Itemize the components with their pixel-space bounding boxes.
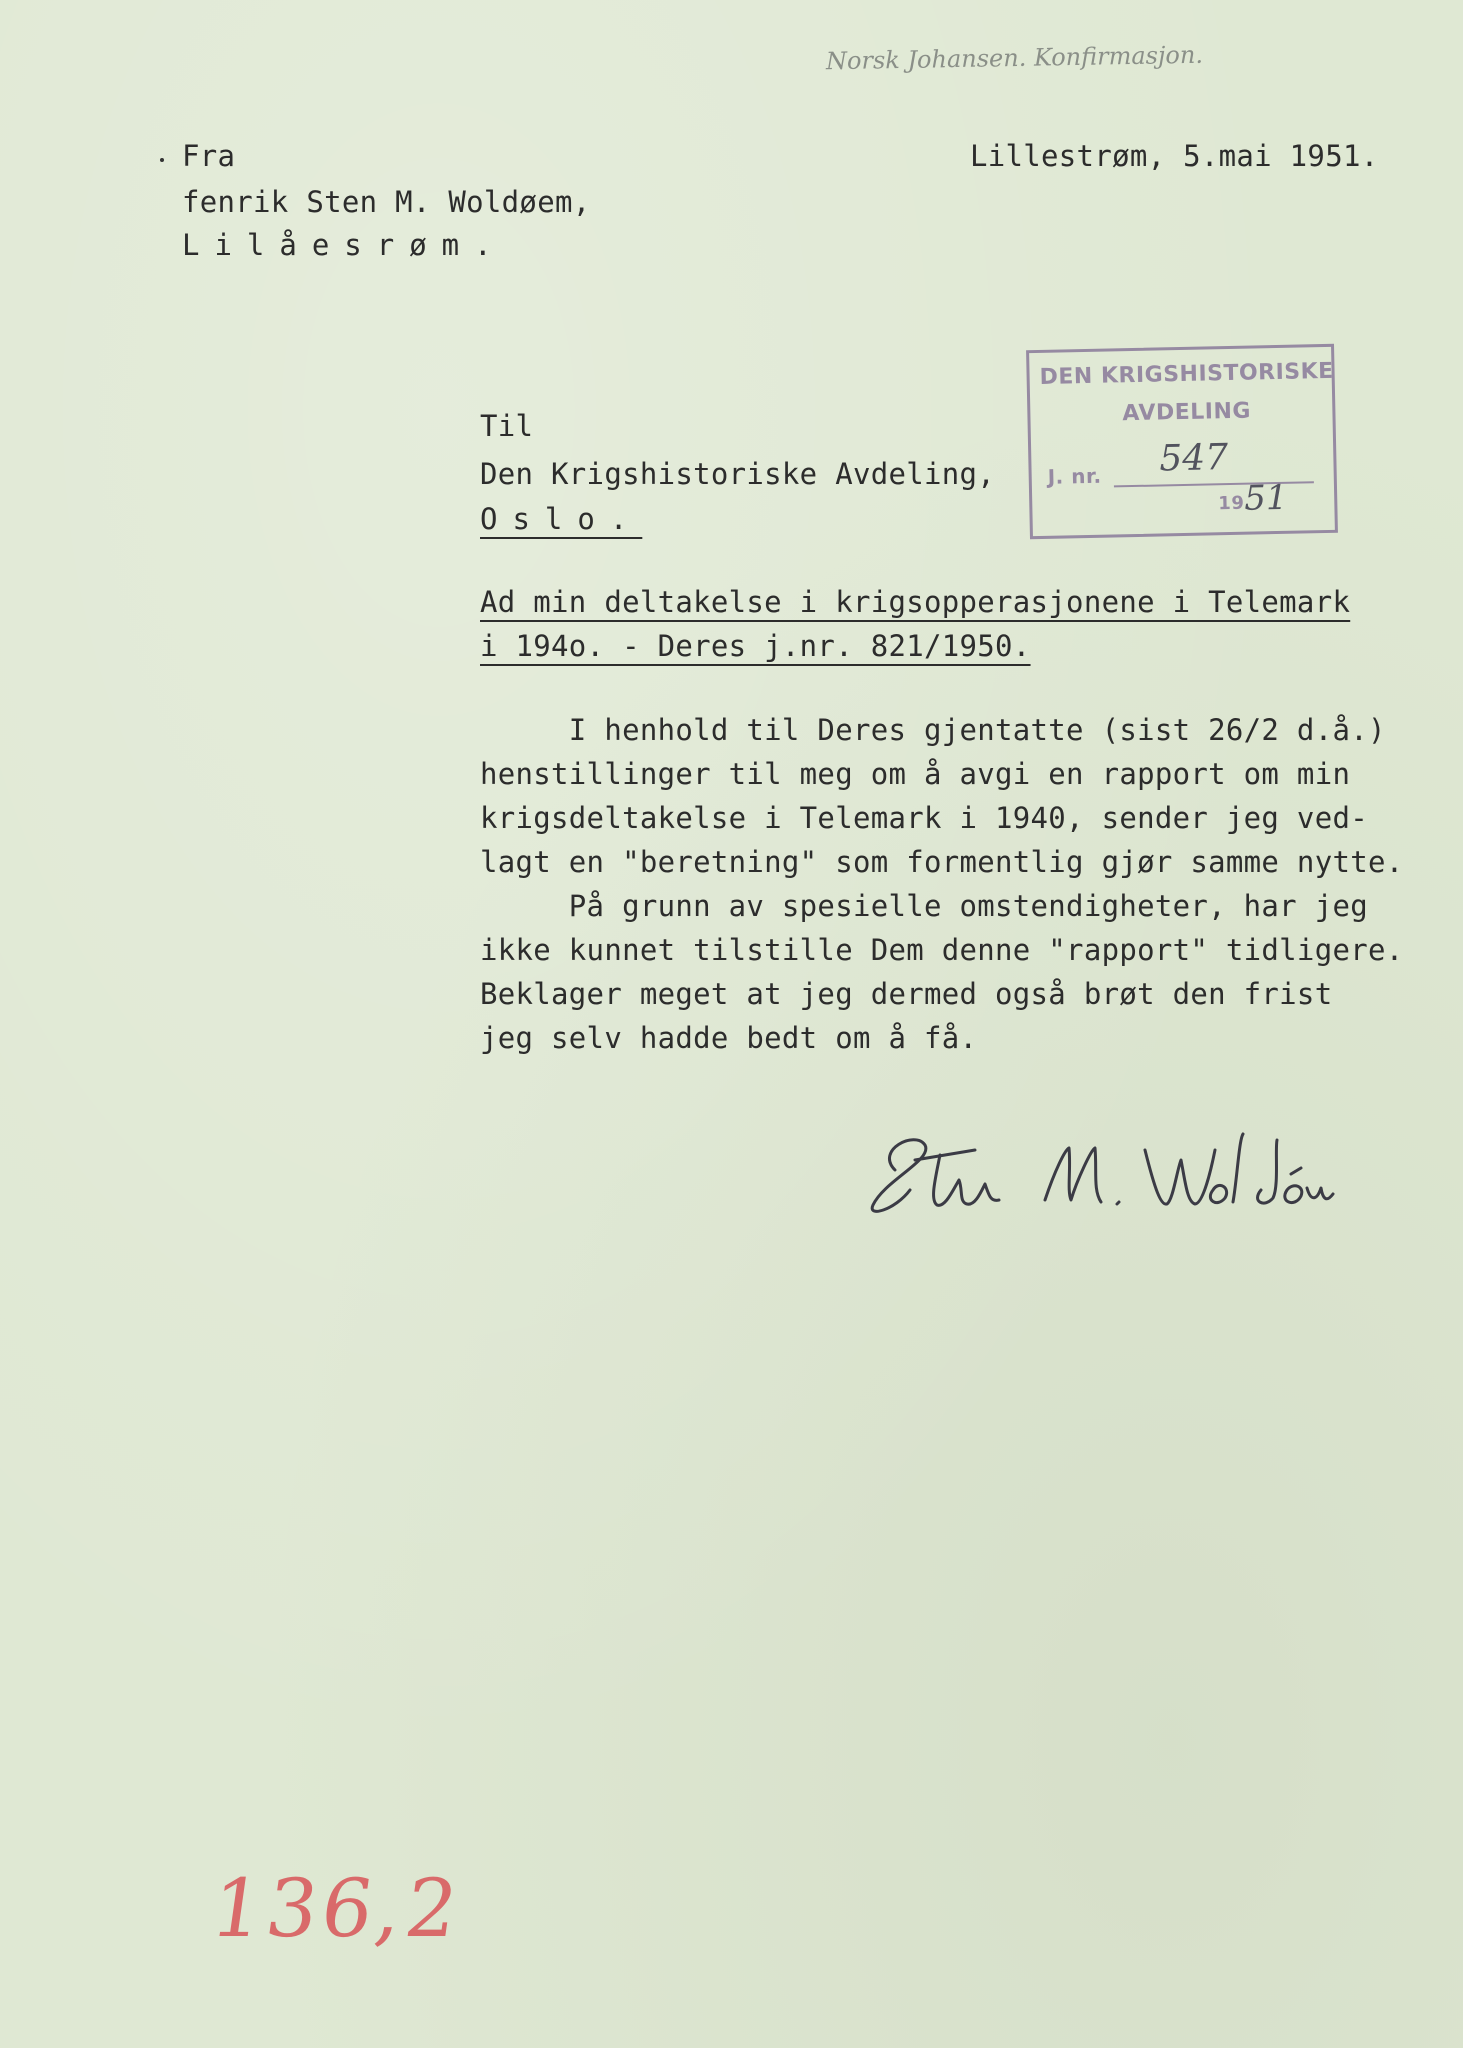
stamp-jnr-label: J. nr. <box>1047 463 1102 489</box>
stamp-year-value: 51 <box>1243 477 1288 519</box>
margin-dot <box>160 158 164 162</box>
body-line: krigsdeltakelse i Telemark i 1940, sender jeg ved- <box>480 801 1368 835</box>
stamp-year-prefix: 19 <box>1218 492 1245 515</box>
recipient-city-line: Oslo. <box>480 502 643 536</box>
subject-line-2: i 194o. - Deres j.nr. 821/1950. <box>480 629 1031 663</box>
body-line: I henhold til Deres gjentatte (sist 26/2 d.å.) <box>480 713 1386 747</box>
signature-text: Sten M. Woldøen <box>855 1110 865 1111</box>
sender-from-label: Fra <box>182 139 236 173</box>
sender-place-line: Lilåesrøm. <box>182 228 507 262</box>
archive-number: 136,2 <box>205 1862 468 1955</box>
date-line: Lillestrøm, 5.mai 1951. <box>970 139 1379 173</box>
body-line: ikke kunnet tilstille Dem denne "rapport" tidligere. <box>480 933 1404 967</box>
archive-stamp <box>1026 344 1338 539</box>
body-line: jeg selv hadde bedt om å få. <box>480 1021 978 1055</box>
sender-name-line: fenrik Sten M. Woldøem, <box>182 185 591 219</box>
body-line: Beklager meget at jeg dermed også brøt den frist <box>480 977 1333 1011</box>
recipient-to-label: Til <box>480 409 534 443</box>
body-line: På grunn av spesielle omstendigheter, har jeg <box>480 889 1368 923</box>
recipient-name-line: Den Krigshistoriske Avdeling, <box>480 457 996 491</box>
signature <box>855 1110 1335 1230</box>
stamp-jnr-value: 547 <box>1158 437 1229 480</box>
body-line: lagt en "beretning" som formentlig gjør samme nytte. <box>480 845 1404 879</box>
subject-line-1: Ad min deltakelse i krigsopperasjonene i Telemark <box>480 585 1351 619</box>
body-line: henstillinger til meg om å avgi en rapport om min <box>480 757 1351 791</box>
stamp-line-2: AVDELING <box>1122 398 1252 427</box>
stamp-line-1: DEN KRIGSHISTORISKE <box>1039 358 1334 390</box>
header-handwritten-note: Norsk Johansen. Konfirmasjon. <box>825 40 1204 76</box>
